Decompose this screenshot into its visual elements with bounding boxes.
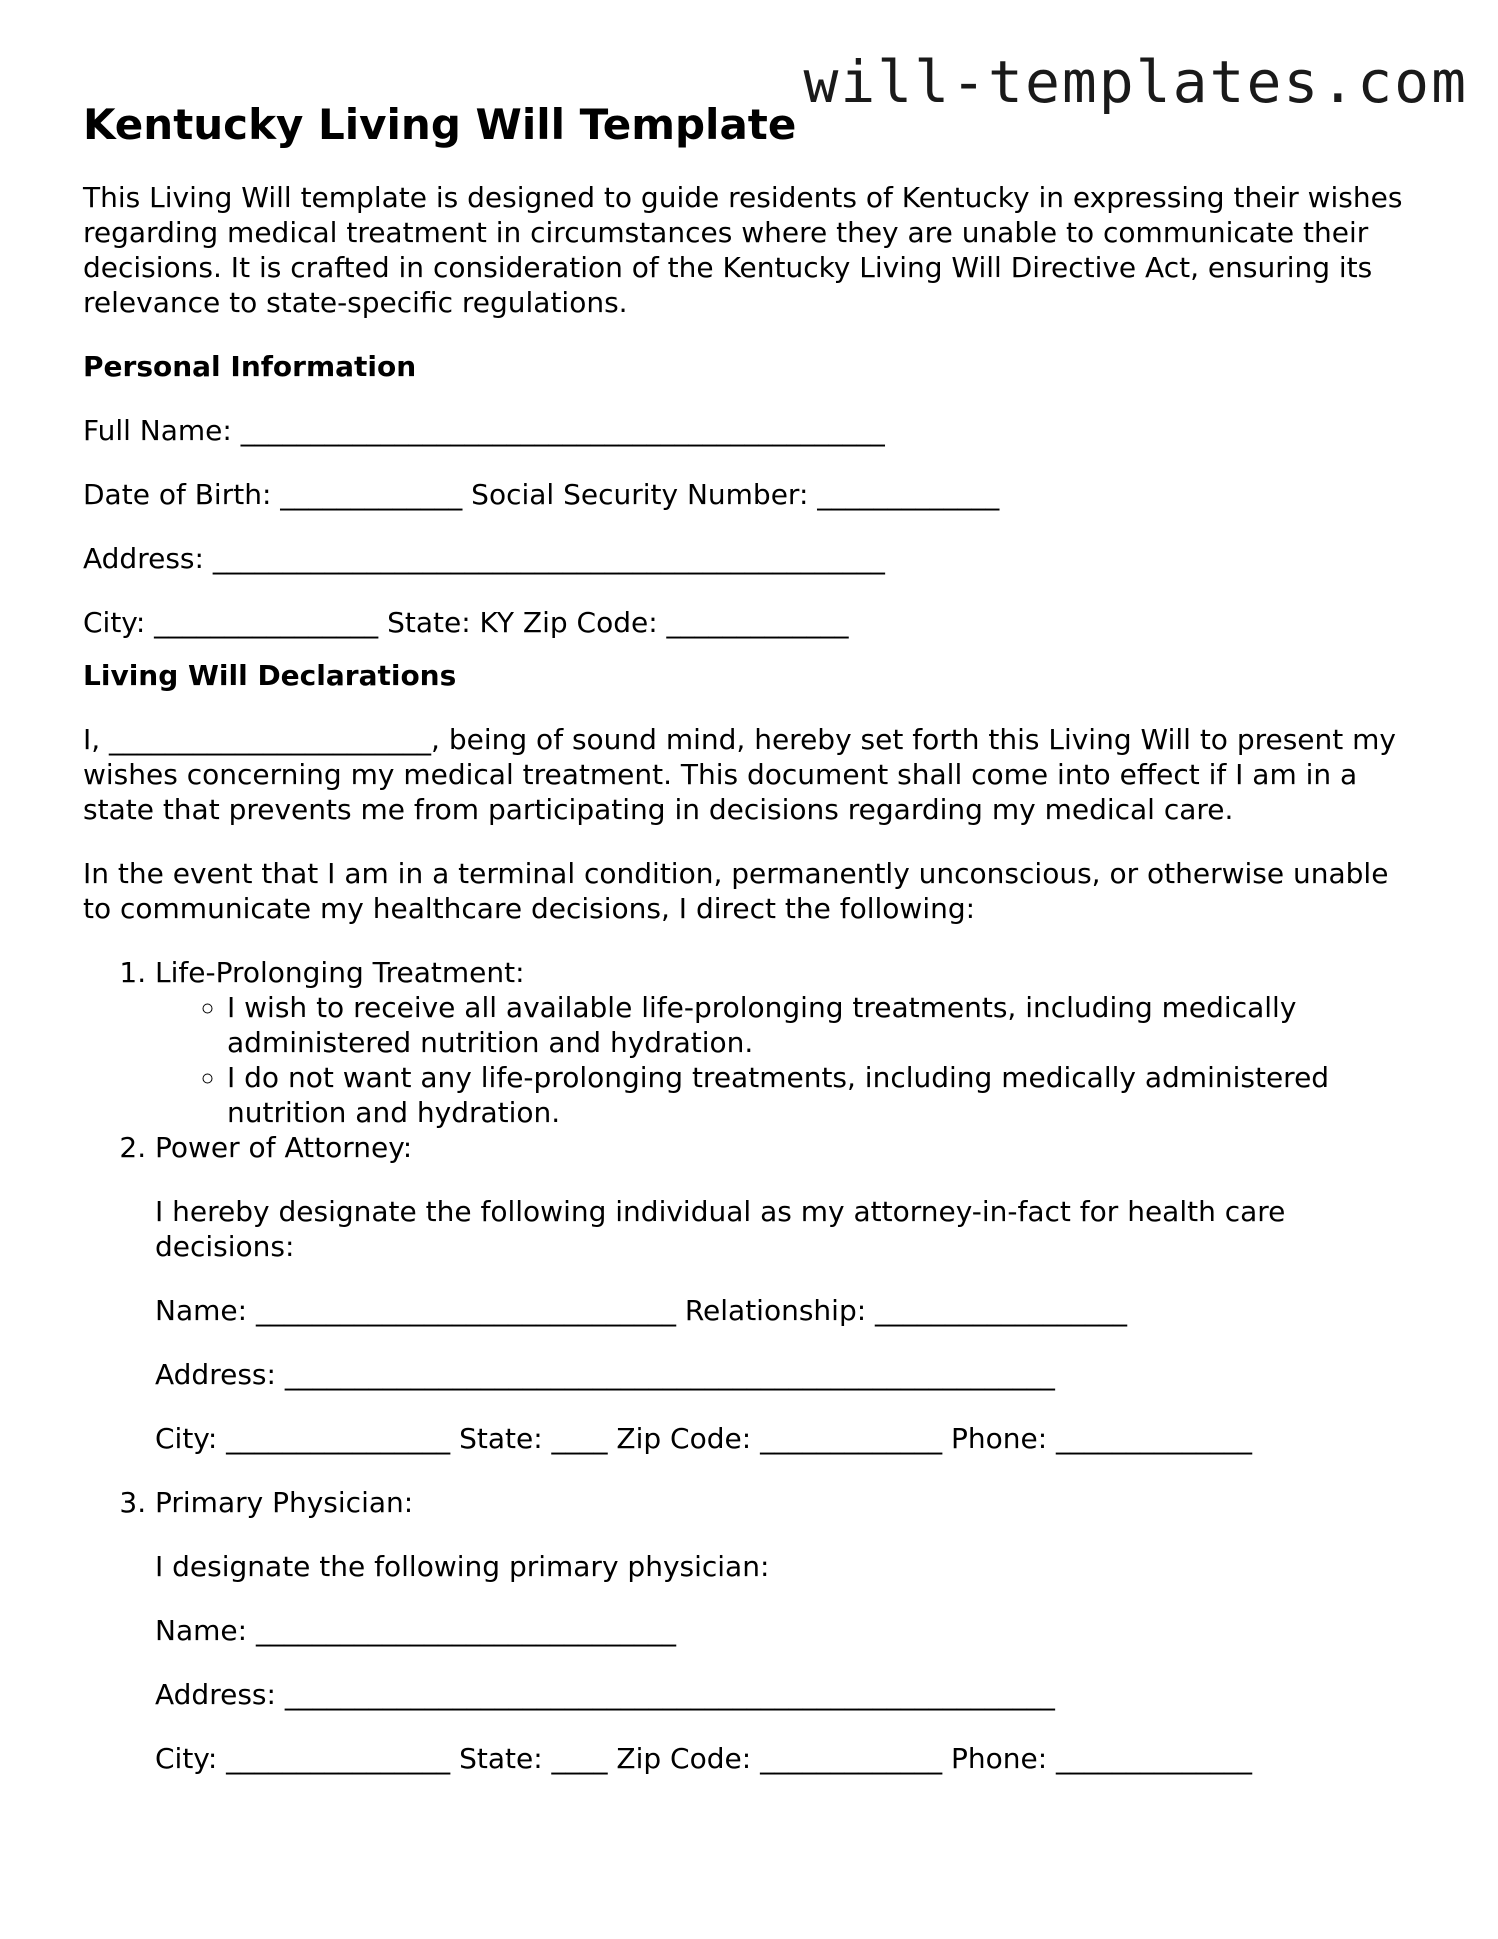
city-state-zip-field: City: ________________ State: KY Zip Code: _____________ bbox=[83, 606, 849, 639]
document-page bbox=[83, 100, 1413, 1805]
attorney-address-field: Address: _______________________________________________________ bbox=[155, 1358, 1055, 1391]
physician-name-field: Name: ______________________________ bbox=[155, 1614, 676, 1647]
document-title: Kentucky Living Will Template bbox=[83, 100, 797, 149]
treatment-option-refuse: ◦ I do not want any life-prolonging treatments, including medically administered nutrition and hydration. bbox=[227, 1060, 1413, 1130]
declarations-heading: Living Will Declarations bbox=[83, 659, 457, 692]
treatment-title: 1. Life-Prolonging Treatment: bbox=[155, 956, 525, 989]
physician-city-line-field: City: ________________ State: ____ Zip Code: _____________ Phone: ______________ bbox=[155, 1742, 1253, 1775]
declaration-paragraph-2: In the event that I am in a terminal condition, permanently unconscious, or otherwise unable to communicate my healthcare decisions, I direct the following: bbox=[83, 857, 1389, 925]
physician-address-field: Address: _______________________________________________________ bbox=[155, 1678, 1055, 1711]
attorney-city-line-field: City: ________________ State: ____ Zip Code: _____________ Phone: ______________ bbox=[155, 1422, 1253, 1455]
treatment-options bbox=[155, 990, 1413, 1130]
list-item-attorney bbox=[155, 1130, 1413, 1456]
attorney-title: 2. Power of Attorney: bbox=[155, 1131, 413, 1164]
attorney-intro: I hereby designate the following individual as my attorney-in-fact for health care decisions: bbox=[155, 1195, 1286, 1263]
physician-intro: I designate the following primary physician: bbox=[155, 1550, 770, 1583]
intro-paragraph: This Living Will template is designed to guide residents of Kentucky in expressing their wishes regarding medical treatment in circumstances where they are unable to communicate their decisions. It is crafted in consideration of the Kentucky Living Will Directive Act, ensuring its relevance to state-specific regulations. bbox=[83, 181, 1403, 319]
treatment-option-receive: ◦ I wish to receive all available life-prolonging treatments, including medically administered nutrition and hydration. bbox=[227, 990, 1413, 1060]
address-field: Address: ________________________________________________ bbox=[83, 542, 885, 575]
full-name-field: Full Name: ______________________________________________ bbox=[83, 414, 885, 447]
personal-info-heading: Personal Information bbox=[83, 350, 417, 383]
physician-title: 3. Primary Physician: bbox=[155, 1486, 414, 1519]
list-item-treatment bbox=[155, 955, 1413, 1130]
declaration-paragraph-1: I, _______________________, being of sound mind, hereby set forth this Living Will to present my wishes concerning my medical treatment. This document shall come into effect if I am in a state that prevents me from participating in decisions regarding my medical care. bbox=[83, 723, 1397, 826]
attorney-name-relationship-field: Name: ______________________________ Relationship: __________________ bbox=[155, 1294, 1128, 1327]
directives-list bbox=[83, 955, 1413, 1776]
site-watermark: will-templates.com bbox=[803, 48, 1468, 116]
list-item-physician bbox=[155, 1485, 1413, 1776]
dob-ssn-field: Date of Birth: _____________ Social Security Number: _____________ bbox=[83, 478, 1000, 511]
